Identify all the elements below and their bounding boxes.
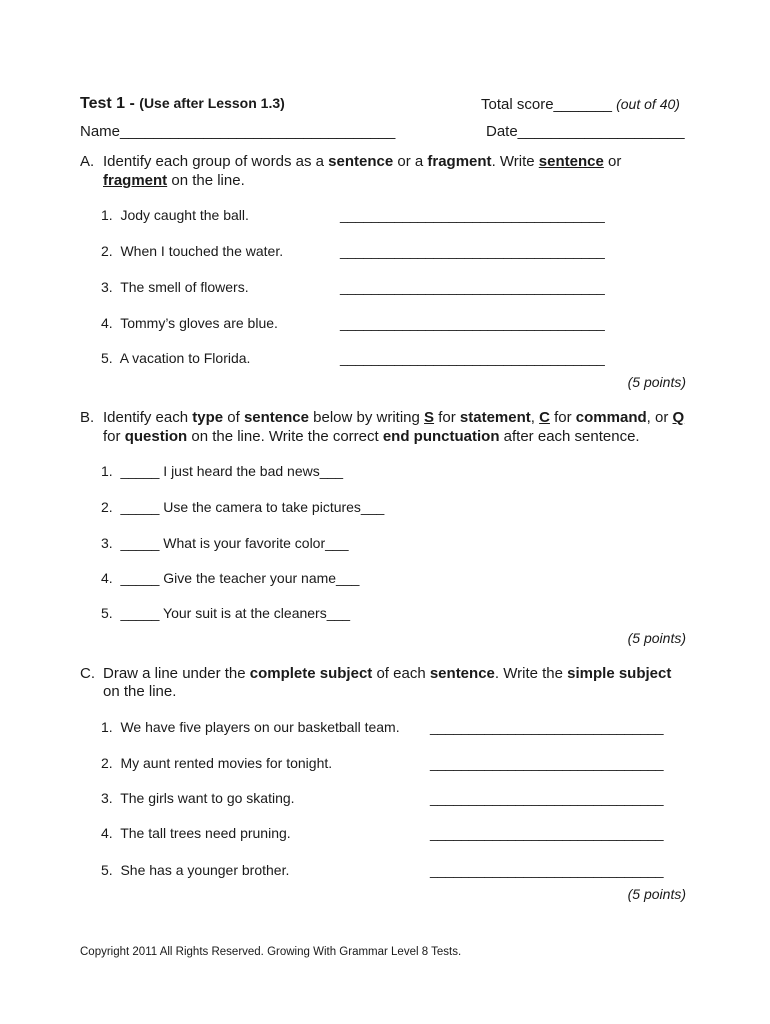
- answer-line[interactable]: __________________________________: [340, 315, 605, 331]
- answer-line[interactable]: ______________________________: [430, 790, 664, 806]
- text-run: for: [549, 409, 576, 426]
- text-run: Identify each group of words as a: [103, 153, 329, 170]
- item-number: 4.: [101, 825, 113, 841]
- item-text[interactable]: _____ Give the teacher your name___: [120, 570, 360, 586]
- list-item: [101, 243, 283, 259]
- test-number: Test 1 -: [80, 95, 140, 112]
- keyword: simple subject: [567, 665, 672, 682]
- test-title: [80, 95, 285, 113]
- text-run: Identify each: [103, 409, 193, 426]
- text-run: . Write the: [494, 665, 568, 682]
- item-text: Jody caught the ball.: [120, 207, 249, 223]
- text-run: below by writing: [308, 409, 425, 426]
- answer-line[interactable]: __________________________________: [340, 207, 605, 223]
- item-number: 3.: [101, 279, 113, 295]
- keyword: sentence: [243, 409, 309, 426]
- answer-line[interactable]: ______________________________: [430, 862, 664, 878]
- text-run: , or: [646, 409, 673, 426]
- item-number: 2.: [101, 243, 113, 259]
- section-b-points: (5 points): [627, 630, 686, 646]
- list-item: [101, 315, 278, 331]
- keyword: question: [124, 428, 188, 445]
- text-run: of each: [372, 665, 430, 682]
- answer-line[interactable]: __________________________________: [340, 243, 605, 259]
- text-run: of: [223, 409, 244, 426]
- item-number: 5.: [101, 605, 113, 621]
- text-run: for: [434, 409, 460, 426]
- section-b-instructions-line2: [103, 428, 640, 445]
- keyword: sentence: [538, 153, 604, 170]
- keyword: C: [539, 409, 550, 426]
- item-number: 1.: [101, 719, 113, 735]
- list-item: [101, 755, 332, 771]
- total-score: [481, 96, 680, 113]
- list-item: [101, 463, 343, 479]
- section-a-letter: A.: [80, 153, 95, 170]
- item-number: 5.: [101, 862, 113, 878]
- item-text: We have five players on our basketball team.: [120, 719, 400, 735]
- lesson-note: (Use after Lesson 1.3): [139, 95, 285, 111]
- text-run: ,: [530, 409, 540, 426]
- section-c-instructions-line1: [103, 665, 671, 682]
- copyright-footer: Copyright 2011 All Rights Reserved. Growing With Grammar Level 8 Tests.: [80, 946, 462, 958]
- text-run: or: [603, 153, 622, 170]
- text-run: Draw a line under the: [103, 665, 250, 682]
- list-item: [101, 350, 250, 366]
- list-item: [101, 535, 348, 551]
- keyword: fragment: [427, 153, 492, 170]
- text-run: on the line. Write the correct: [187, 428, 383, 445]
- date-field[interactable]: Date____________________: [486, 123, 685, 140]
- keyword: S: [424, 409, 435, 426]
- answer-line[interactable]: ______________________________: [430, 825, 664, 841]
- keyword: Q: [672, 409, 685, 426]
- list-item: [101, 499, 384, 515]
- item-text: My aunt rented movies for tonight.: [120, 755, 333, 771]
- keyword: fragment: [103, 172, 168, 189]
- item-text[interactable]: _____ Your suit is at the cleaners___: [120, 605, 351, 621]
- list-item: [101, 605, 350, 621]
- answer-line[interactable]: __________________________________: [340, 350, 605, 366]
- section-c-points: (5 points): [627, 886, 686, 902]
- name-field[interactable]: Name_________________________________: [80, 123, 396, 140]
- section-a-instructions-line1: [103, 153, 621, 170]
- item-text: The smell of flowers.: [120, 279, 249, 295]
- out-of-label: (out of 40): [616, 96, 680, 112]
- keyword: statement: [459, 409, 531, 426]
- list-item: [101, 279, 249, 295]
- section-a-points: (5 points): [627, 374, 686, 390]
- section-a-instructions-line2: [103, 172, 245, 189]
- list-item: [101, 790, 295, 806]
- text-run: . Write: [491, 153, 539, 170]
- item-number: 4.: [101, 315, 113, 331]
- section-c-instructions-line2: on the line.: [103, 683, 177, 700]
- section-b-letter: B.: [80, 409, 95, 426]
- list-item: [101, 862, 289, 878]
- item-number: 1.: [101, 207, 113, 223]
- keyword: sentence: [328, 153, 394, 170]
- keyword: complete subject: [249, 665, 373, 682]
- item-number: 5.: [101, 350, 113, 366]
- item-text: She has a younger brother.: [120, 862, 290, 878]
- total-score-label: Total score_______: [481, 96, 612, 113]
- text-run: on the line.: [167, 172, 245, 189]
- item-text: Tommy’s gloves are blue.: [120, 315, 278, 331]
- item-number: 4.: [101, 570, 113, 586]
- answer-line[interactable]: ______________________________: [430, 755, 664, 771]
- item-text: The girls want to go skating.: [120, 790, 295, 806]
- list-item: [101, 825, 291, 841]
- item-text[interactable]: _____ What is your favorite color___: [120, 535, 349, 551]
- item-number: 2.: [101, 755, 113, 771]
- item-text[interactable]: _____ Use the camera to take pictures___: [120, 499, 385, 515]
- answer-line[interactable]: ______________________________: [430, 719, 664, 735]
- item-number: 3.: [101, 790, 113, 806]
- keyword: end punctuation: [382, 428, 500, 445]
- item-text[interactable]: _____ I just heard the bad news___: [120, 463, 344, 479]
- item-text: A vacation to Florida.: [119, 350, 251, 366]
- item-text: When I touched the water.: [120, 243, 284, 259]
- list-item: [101, 719, 400, 735]
- item-number: 2.: [101, 499, 113, 515]
- keyword: command: [575, 409, 647, 426]
- text-run: for: [103, 428, 125, 445]
- section-c-letter: C.: [80, 665, 95, 682]
- list-item: [101, 570, 359, 586]
- keyword: type: [192, 409, 224, 426]
- item-text: The tall trees need pruning.: [120, 825, 291, 841]
- answer-line[interactable]: __________________________________: [340, 279, 605, 295]
- keyword: sentence: [429, 665, 495, 682]
- section-b-instructions-line1: [103, 409, 684, 426]
- item-number: 1.: [101, 463, 113, 479]
- text-run: or a: [393, 153, 428, 170]
- text-run: after each sentence.: [499, 428, 640, 445]
- list-item: [101, 207, 249, 223]
- item-number: 3.: [101, 535, 113, 551]
